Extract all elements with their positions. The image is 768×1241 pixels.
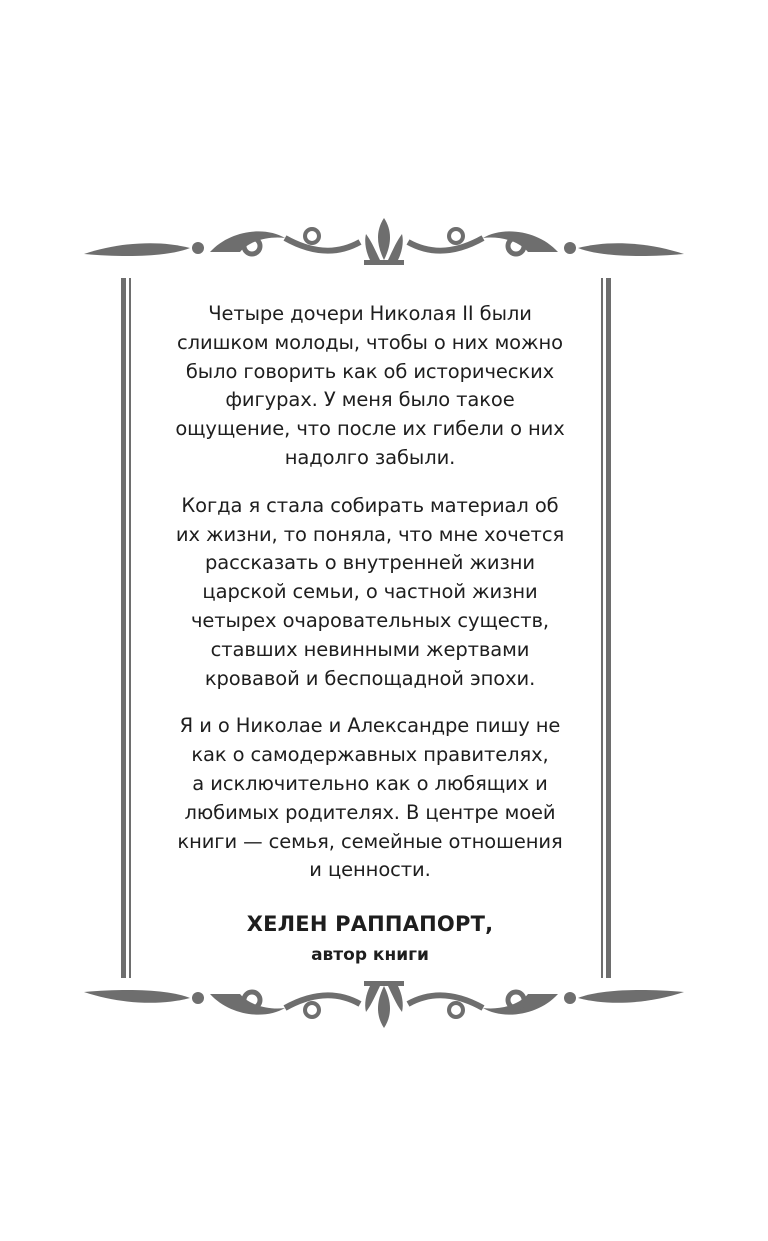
quote-line: надолго забыли. [284, 445, 456, 469]
quote-line: было говорить как об исторических [185, 359, 555, 383]
quote-paragraph-2 [150, 492, 590, 694]
quote-line: Когда я стала собирать материал об [181, 493, 559, 517]
bottom-ornament [80, 974, 688, 1034]
quote-line: как о самодержавных правителях, [191, 743, 549, 767]
quote-line: кровавой и беспощадной эпохи. [204, 666, 536, 690]
quote-line: Я и о Николае и Александре пишу не [179, 714, 561, 738]
quote-line: слишком молоды, чтобы о них можно [177, 330, 563, 354]
author-role: автор книги [311, 945, 429, 965]
quote-line: ощущение, что после их гибели о них [175, 417, 565, 441]
quote-line: книги — семья, семейные отношения [177, 829, 563, 853]
quote-line: и ценности. [309, 858, 431, 882]
quote-line: царской семьи, о частной жизни [202, 580, 538, 604]
left-border-rule [121, 278, 132, 978]
quote-paragraph-1 [150, 300, 590, 473]
top-ornament [80, 212, 688, 272]
quote-text [150, 300, 590, 904]
quote-paragraph-3 [150, 712, 590, 885]
quote-line: рассказать о внутренней жизни [204, 551, 535, 575]
quote-line: любимых родителях. В центре моей [184, 800, 556, 824]
quote-line: ставших невинными жертвами [210, 637, 530, 661]
quote-line: четырех очаровательных существ, [190, 608, 550, 632]
author-name: ХЕЛЕН РАППАПОРТ, [246, 912, 494, 936]
quote-line: Четыре дочери Николая II были [208, 302, 532, 325]
right-border-rule [601, 278, 612, 978]
quote-line: их жизни, то поняла, что мне хочется [175, 522, 565, 546]
quote-line: фигурах. У меня было такое [225, 388, 515, 412]
quote-line: а исключительно как о любящих и [192, 771, 548, 795]
